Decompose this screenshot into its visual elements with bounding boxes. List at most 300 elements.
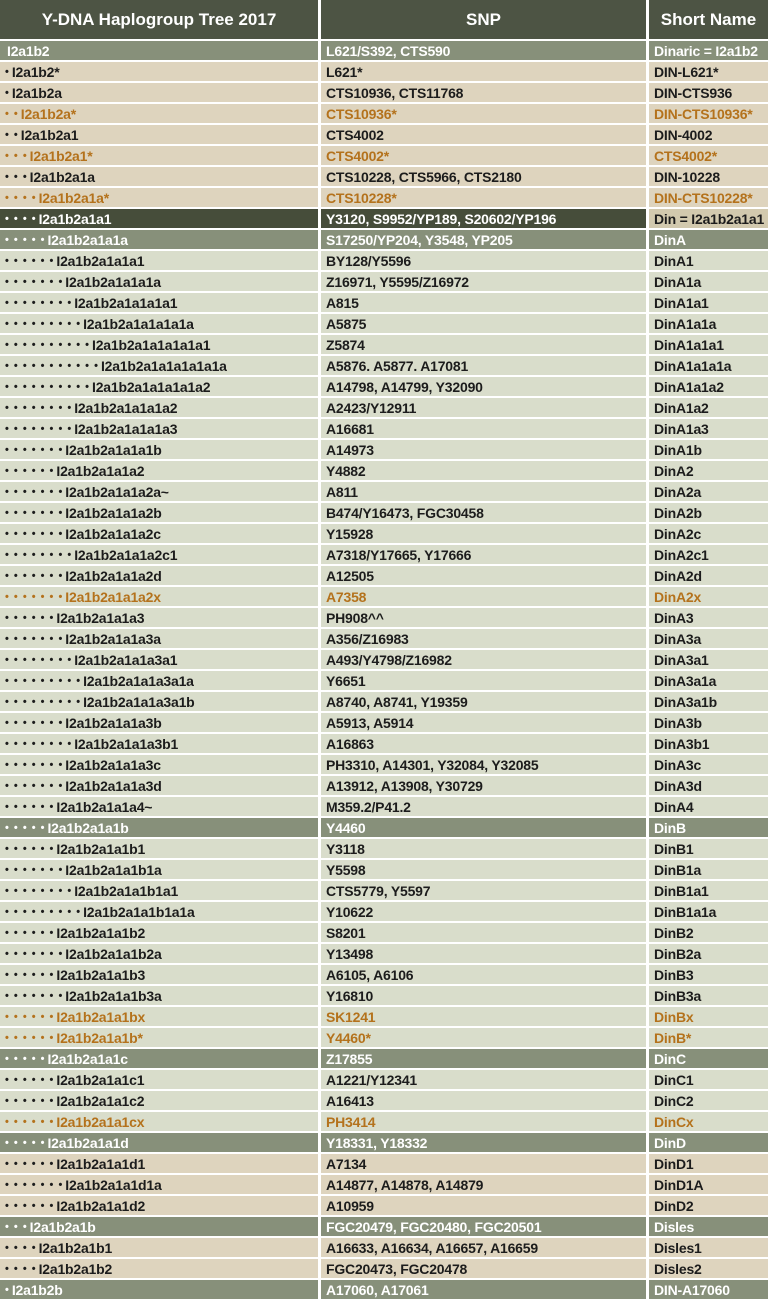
short-name-cell: DinB1 (649, 839, 768, 858)
tree-depth-dots: • • • • • • (5, 611, 55, 624)
tree-depth-dots: • • • (5, 149, 28, 162)
short-name-cell: DinA1a3 (649, 419, 768, 438)
short-name-cell: DinD1 (649, 1154, 768, 1173)
snp-cell: Y18331, Y18332 (321, 1133, 646, 1152)
header-tree-title: Y-DNA Haplogroup Tree 2017 (0, 0, 318, 39)
haplogroup-label: I2a1b2a1a1a2c (65, 525, 161, 542)
tree-depth-dots: • • • • • • • (5, 758, 64, 771)
short-name-cell: DIN-A17060 (649, 1280, 768, 1299)
haplogroup-cell (0, 1133, 318, 1152)
haplogroup-cell (0, 1028, 318, 1047)
snp-cell: CTS4002* (321, 146, 646, 165)
haplogroup-label: I2a1b2a1a1c (47, 1050, 128, 1067)
short-name-cell: DIN-L621* (649, 62, 768, 81)
haplogroup-cell (0, 818, 318, 837)
short-name-cell: DinA2c (649, 524, 768, 543)
snp-cell: B474/Y16473, FGC30458 (321, 503, 646, 522)
haplogroup-cell (0, 1112, 318, 1131)
snp-cell: A16681 (321, 419, 646, 438)
snp-cell: L621* (321, 62, 646, 81)
tree-depth-dots: • • • • • • • (5, 590, 64, 603)
tree-depth-dots: • • • • • • (5, 926, 55, 939)
snp-cell: A5875 (321, 314, 646, 333)
haplogroup-label: I2a1b2a1a1a3b (65, 714, 162, 731)
snp-cell: Y3120, S9952/YP189, S20602/YP196 (321, 209, 646, 228)
haplogroup-label: I2a1b2a1a1a4~ (56, 798, 153, 815)
haplogroup-label: I2a1b2a1a1d1 (56, 1155, 146, 1172)
haplogroup-label: I2a1b2a1 (20, 126, 79, 143)
haplogroup-label: I2a1b2a1a1b (47, 819, 129, 836)
haplogroup-cell (0, 314, 318, 333)
snp-cell: A16633, A16634, A16657, A16659 (321, 1238, 646, 1257)
snp-cell: A2423/Y12911 (321, 398, 646, 417)
short-name-cell: DinB1a1a (649, 902, 768, 921)
snp-cell: PH908^^ (321, 608, 646, 627)
haplogroup-label: I2a1b2a (11, 84, 62, 101)
snp-cell: A5876. A5877. A17081 (321, 356, 646, 375)
short-name-cell: DinA3a1b (649, 692, 768, 711)
haplogroup-cell (0, 377, 318, 396)
snp-cell: CTS5779, Y5597 (321, 881, 646, 900)
short-name-cell: DinA1b (649, 440, 768, 459)
haplogroup-label: I2a1b2a1a1cx (56, 1113, 145, 1130)
snp-cell: FGC20479, FGC20480, FGC20501 (321, 1217, 646, 1236)
short-name-cell: DinB* (649, 1028, 768, 1047)
tree-depth-dots: • • • • • • • (5, 632, 64, 645)
haplogroup-label: I2a1b2a1a (29, 168, 95, 185)
snp-cell: Y16810 (321, 986, 646, 1005)
header-short-name: Short Name (649, 0, 768, 39)
header-snp: SNP (321, 0, 646, 39)
tree-depth-dots: • • • • • • • (5, 485, 64, 498)
haplogroup-cell (0, 1238, 318, 1257)
tree-depth-dots: • • • • (5, 1262, 37, 1275)
snp-cell: PH3414 (321, 1112, 646, 1131)
short-name-cell: DIN-CTS936 (649, 83, 768, 102)
short-name-cell: DinC2 (649, 1091, 768, 1110)
tree-depth-dots: • • • • • • • • (5, 653, 73, 666)
short-name-cell: DinA1a (649, 272, 768, 291)
short-name-cell: DinA3c (649, 755, 768, 774)
snp-cell: A1221/Y12341 (321, 1070, 646, 1089)
haplogroup-cell (0, 419, 318, 438)
haplogroup-label: I2a1b2a1b1 (38, 1239, 113, 1256)
tree-depth-dots: • • • • • • • (5, 947, 64, 960)
short-name-cell: DinA2c1 (649, 545, 768, 564)
short-name-cell: Dinaric = I2a1b2 (649, 41, 768, 60)
haplogroup-cell (0, 650, 318, 669)
tree-depth-dots: • • • • • • • • • • • (5, 359, 99, 372)
snp-cell: A12505 (321, 566, 646, 585)
tree-depth-dots: • • • • • • (5, 1157, 55, 1170)
short-name-cell: DinCx (649, 1112, 768, 1131)
haplogroup-cell (0, 923, 318, 942)
tree-depth-dots: • • • • • • • (5, 506, 64, 519)
haplogroup-label: I2a1b2a1a1b1a1a (83, 903, 195, 920)
short-name-cell: DinA3d (649, 776, 768, 795)
haplogroup-label: I2a1b2a1a1a1a (65, 273, 161, 290)
haplogroup-cell (0, 461, 318, 480)
snp-cell: FGC20473, FGC20478 (321, 1259, 646, 1278)
tree-depth-dots: • (5, 65, 10, 78)
haplogroup-label: I2a1b2a1a1a3a1b (83, 693, 195, 710)
tree-depth-dots: • • • • • • (5, 968, 55, 981)
haplogroup-cell (0, 1007, 318, 1026)
haplogroup-cell (0, 608, 318, 627)
haplogroup-cell (0, 671, 318, 690)
snp-cell: Y4460 (321, 818, 646, 837)
haplogroup-cell (0, 356, 318, 375)
short-name-cell: DinA2d (649, 566, 768, 585)
short-name-cell: DinA4 (649, 797, 768, 816)
snp-cell: M359.2/P41.2 (321, 797, 646, 816)
short-name-cell: DinA3 (649, 608, 768, 627)
snp-cell: A7358 (321, 587, 646, 606)
haplogroup-cell (0, 776, 318, 795)
haplogroup-label: I2a1b2a1a1a2d (65, 567, 162, 584)
haplogroup-label: I2a1b2a1a1a3c (65, 756, 161, 773)
short-name-cell: Disles (649, 1217, 768, 1236)
short-name-cell: DinA3a1a (649, 671, 768, 690)
haplogroup-cell (0, 1175, 318, 1194)
short-name-cell: DinB2a (649, 944, 768, 963)
tree-depth-dots: • • • • (5, 1241, 37, 1254)
haplogroup-cell (0, 860, 318, 879)
haplogroup-label: I2a1b2a1a1a3d (65, 777, 162, 794)
tree-depth-dots: • • • • (5, 212, 37, 225)
haplogroup-cell (0, 125, 318, 144)
short-name-cell: DinB1a1 (649, 881, 768, 900)
haplogroup-cell (0, 986, 318, 1005)
tree-depth-dots: • • • • • • • (5, 779, 64, 792)
snp-cell: S17250/YP204, Y3548, YP205 (321, 230, 646, 249)
short-name-cell: DinA3a (649, 629, 768, 648)
snp-cell: A7318/Y17665, Y17666 (321, 545, 646, 564)
tree-depth-dots: • • • • • • (5, 842, 55, 855)
short-name-cell: DinBx (649, 1007, 768, 1026)
snp-cell: L621/S392, CTS590 (321, 41, 646, 60)
haplogroup-label: I2a1b2a1a1b1a1 (74, 882, 179, 899)
tree-depth-dots: • • • • • • • • (5, 737, 73, 750)
snp-cell: Z17855 (321, 1049, 646, 1068)
snp-cell: A811 (321, 482, 646, 501)
haplogroup-cell (0, 146, 318, 165)
tree-depth-dots: • (5, 86, 10, 99)
haplogroup-cell (0, 566, 318, 585)
tree-depth-dots: • • • • • • • (5, 863, 64, 876)
short-name-cell: DinA1 (649, 251, 768, 270)
snp-cell: Y13498 (321, 944, 646, 963)
snp-cell: CTS10228, CTS5966, CTS2180 (321, 167, 646, 186)
haplogroup-label: I2a1b2 (7, 42, 50, 59)
short-name-cell: Disles1 (649, 1238, 768, 1257)
tree-depth-dots: • • • • • • • (5, 443, 64, 456)
tree-depth-dots: • • • • • • • (5, 527, 64, 540)
haplogroup-cell (0, 1259, 318, 1278)
haplogroup-cell (0, 1091, 318, 1110)
haplogroup-cell (0, 230, 318, 249)
haplogroup-cell (0, 797, 318, 816)
haplogroup-label: I2a1b2a1a1a2b (65, 504, 162, 521)
snp-cell: A13912, A13908, Y30729 (321, 776, 646, 795)
short-name-cell: DinB (649, 818, 768, 837)
tree-depth-dots: • • • • • • (5, 1073, 55, 1086)
tree-depth-dots: • • • • • • (5, 1010, 55, 1023)
tree-depth-dots: • • • • • • • • (5, 296, 73, 309)
haplogroup-label: I2a1b2a1a1c2 (56, 1092, 145, 1109)
haplogroup-label: I2a1b2a1a1a1a1a1a (100, 357, 227, 374)
haplogroup-cell (0, 62, 318, 81)
haplogroup-label: I2a1b2a1a1d (47, 1134, 129, 1151)
snp-cell: S8201 (321, 923, 646, 942)
short-name-cell: DinA1a1 (649, 293, 768, 312)
haplogroup-cell (0, 755, 318, 774)
tree-depth-dots: • • • • • • • (5, 989, 64, 1002)
haplogroup-cell (0, 713, 318, 732)
short-name-cell: DinA3a1 (649, 650, 768, 669)
short-name-cell: DIN-CTS10228* (649, 188, 768, 207)
snp-cell: A6105, A6106 (321, 965, 646, 984)
short-name-cell: DinA1a1a1a (649, 356, 768, 375)
haplogroup-label: I2a1b2a1a1a1b (65, 441, 162, 458)
haplogroup-cell (0, 1070, 318, 1089)
short-name-cell: DinA2a (649, 482, 768, 501)
snp-cell: Z16971, Y5595/Z16972 (321, 272, 646, 291)
haplogroup-label: I2a1b2a1a1a2c1 (74, 546, 178, 563)
haplogroup-cell (0, 188, 318, 207)
short-name-cell: DIN-4002 (649, 125, 768, 144)
snp-cell: CTS10936, CTS11768 (321, 83, 646, 102)
short-name-cell: DinB1a (649, 860, 768, 879)
tree-depth-dots: • • • • • • • • • • (5, 380, 91, 393)
haplogroup-label: I2a1b2a1a1d2 (56, 1197, 146, 1214)
short-name-cell: DinB2 (649, 923, 768, 942)
haplogroup-cell (0, 587, 318, 606)
haplogroup-cell (0, 398, 318, 417)
short-name-cell: DinD1A (649, 1175, 768, 1194)
haplogroup-label: I2a1b2a1a1b3a (65, 987, 162, 1004)
haplogroup-label: I2a1b2a1a1b1 (56, 840, 146, 857)
haplogroup-cell (0, 209, 318, 228)
haplogroup-label: I2a1b2a1a1b2 (56, 924, 146, 941)
snp-cell: CTS4002 (321, 125, 646, 144)
short-name-cell: DinA1a1a1 (649, 335, 768, 354)
haplogroup-cell (0, 1280, 318, 1299)
tree-depth-dots: • • • • • • (5, 1031, 55, 1044)
snp-cell: SK1241 (321, 1007, 646, 1026)
tree-depth-dots: • • • • • • • (5, 569, 64, 582)
haplogroup-label: I2a1b2a1a1a1a1 (74, 294, 178, 311)
haplogroup-cell (0, 1217, 318, 1236)
snp-cell: A5913, A5914 (321, 713, 646, 732)
haplogroup-label: I2a1b2a1a1a1a2 (74, 399, 178, 416)
snp-cell: Y4882 (321, 461, 646, 480)
tree-depth-dots: • • • • • • (5, 1094, 55, 1107)
tree-depth-dots: • • • • • • • • • (5, 317, 82, 330)
short-name-cell: DinA2 (649, 461, 768, 480)
tree-depth-dots: • • • • • • • (5, 716, 64, 729)
snp-cell: A7134 (321, 1154, 646, 1173)
haplogroup-label: I2a1b2a1a1a2x (65, 588, 161, 605)
haplogroup-label: I2a1b2a1a1a3a (65, 630, 161, 647)
short-name-cell: DinA1a2 (649, 398, 768, 417)
haplogroup-label: I2a1b2a1a1a3a1 (74, 651, 178, 668)
short-name-cell: DinC1 (649, 1070, 768, 1089)
snp-cell: Y6651 (321, 671, 646, 690)
haplogroup-label: I2a1b2a1a1b2a (65, 945, 162, 962)
tree-depth-dots: • • • • • • (5, 800, 55, 813)
short-name-cell: DinA (649, 230, 768, 249)
haplogroup-cell (0, 902, 318, 921)
snp-cell: A815 (321, 293, 646, 312)
tree-depth-dots: • • • • • • • • • (5, 674, 82, 687)
short-name-cell: DinA3b (649, 713, 768, 732)
haplogroup-cell (0, 167, 318, 186)
haplogroup-label: I2a1b2a1b2 (38, 1260, 113, 1277)
snp-cell: A16863 (321, 734, 646, 753)
snp-cell: A17060, A17061 (321, 1280, 646, 1299)
snp-cell: A14973 (321, 440, 646, 459)
snp-cell: A16413 (321, 1091, 646, 1110)
snp-cell: Y3118 (321, 839, 646, 858)
tree-depth-dots: • • • • • • (5, 1115, 55, 1128)
tree-depth-dots: • • • • • • (5, 254, 55, 267)
tree-depth-dots: • • • • • • • (5, 1178, 64, 1191)
haplogroup-cell (0, 1049, 318, 1068)
short-name-cell: DinA3b1 (649, 734, 768, 753)
haplogroup-cell (0, 839, 318, 858)
haplogroup-label: I2a1b2a1a1 (38, 210, 112, 227)
haplogroup-cell (0, 965, 318, 984)
snp-cell: A356/Z16983 (321, 629, 646, 648)
haplogroup-label: I2a1b2a1a1a3a1a (83, 672, 194, 689)
tree-depth-dots: • • • • (5, 191, 37, 204)
tree-depth-dots: • • • (5, 1220, 28, 1233)
haplogroup-label: I2a1b2a* (20, 105, 76, 122)
haplogroup-cell (0, 1196, 318, 1215)
short-name-cell: DinA2x (649, 587, 768, 606)
tree-depth-dots: • • • • • • • • (5, 401, 73, 414)
haplogroup-label: I2a1b2a1a1a1a1a2 (92, 378, 211, 395)
short-name-cell: DinB3a (649, 986, 768, 1005)
haplogroup-label: I2a1b2a1* (29, 147, 93, 164)
short-name-cell: DIN-10228 (649, 167, 768, 186)
haplogroup-label: I2a1b2* (11, 63, 60, 80)
snp-cell: PH3310, A14301, Y32084, Y32085 (321, 755, 646, 774)
snp-cell: Y10622 (321, 902, 646, 921)
snp-cell: A10959 (321, 1196, 646, 1215)
short-name-cell: DinA1a1a2 (649, 377, 768, 396)
haplogroup-cell (0, 251, 318, 270)
short-name-cell: DIN-CTS10936* (649, 104, 768, 123)
haplogroup-label: I2a1b2a1a1d1a (65, 1176, 162, 1193)
short-name-cell: Din = I2a1b2a1a1 (649, 209, 768, 228)
haplogroup-cell (0, 692, 318, 711)
snp-cell: Y5598 (321, 860, 646, 879)
tree-depth-dots: • (5, 1283, 10, 1296)
snp-cell: Y15928 (321, 524, 646, 543)
short-name-cell: Disles2 (649, 1259, 768, 1278)
tree-depth-dots: • • • • • • • • (5, 548, 73, 561)
haplogroup-label: I2a1b2a1a* (38, 189, 109, 206)
tree-depth-dots: • • (5, 128, 19, 141)
haplogroup-cell (0, 440, 318, 459)
snp-cell: Z5874 (321, 335, 646, 354)
tree-depth-dots: • • • • • • • • (5, 422, 73, 435)
haplogroup-label: I2a1b2a1b (29, 1218, 96, 1235)
haplogroup-label: I2a1b2a1a1a (47, 231, 128, 248)
haplogroup-cell (0, 629, 318, 648)
short-name-cell: DinD (649, 1133, 768, 1152)
snp-cell: A493/Y4798/Z16982 (321, 650, 646, 669)
haplogroup-cell (0, 41, 318, 60)
haplogroup-cell (0, 524, 318, 543)
haplogroup-label: I2a1b2a1a1a3b1 (74, 735, 179, 752)
haplogroup-cell (0, 293, 318, 312)
snp-cell: A14877, A14878, A14879 (321, 1175, 646, 1194)
tree-depth-dots: • • • • • • (5, 1199, 55, 1212)
tree-depth-dots: • • • • • • • • • (5, 695, 82, 708)
short-name-cell: DinA1a1a (649, 314, 768, 333)
haplogroup-label: I2a1b2b (11, 1281, 63, 1298)
haplogroup-label: I2a1b2a1a1b* (56, 1029, 143, 1046)
tree-depth-dots: • • • • • (5, 1052, 46, 1065)
haplogroup-label: I2a1b2a1a1c1 (56, 1071, 145, 1088)
haplogroup-label: I2a1b2a1a1a2 (56, 462, 145, 479)
tree-depth-dots: • • • • • (5, 1136, 46, 1149)
short-name-cell: DinA2b (649, 503, 768, 522)
haplogroup-cell (0, 1154, 318, 1173)
tree-depth-dots: • • • • • (5, 821, 46, 834)
tree-depth-dots: • • • • • • • (5, 275, 64, 288)
haplogroup-cell (0, 503, 318, 522)
snp-cell: CTS10936* (321, 104, 646, 123)
haplogroup-label: I2a1b2a1a1a2a~ (65, 483, 169, 500)
haplogroup-cell (0, 482, 318, 501)
snp-cell: A8740, A8741, Y19359 (321, 692, 646, 711)
snp-cell: BY128/Y5596 (321, 251, 646, 270)
haplogroup-label: I2a1b2a1a1b3 (56, 966, 146, 983)
tree-depth-dots: • • • • • (5, 233, 46, 246)
haplogroup-cell (0, 83, 318, 102)
snp-cell: Y4460* (321, 1028, 646, 1047)
haplogroup-cell (0, 335, 318, 354)
snp-cell: CTS10228* (321, 188, 646, 207)
short-name-cell: CTS4002* (649, 146, 768, 165)
haplogroup-cell (0, 104, 318, 123)
tree-depth-dots: • • • • • • • • • • (5, 338, 91, 351)
haplogroup-label: I2a1b2a1a1b1a (65, 861, 162, 878)
tree-depth-dots: • • • (5, 170, 28, 183)
short-name-cell: DinB3 (649, 965, 768, 984)
tree-depth-dots: • • • • • • • • (5, 884, 73, 897)
haplogroup-cell (0, 734, 318, 753)
tree-depth-dots: • • (5, 107, 19, 120)
tree-depth-dots: • • • • • • • • • (5, 905, 82, 918)
haplogroup-label: I2a1b2a1a1bx (56, 1008, 146, 1025)
tree-depth-dots: • • • • • • (5, 464, 55, 477)
haplogroup-label: I2a1b2a1a1a3 (56, 609, 145, 626)
haplogroup-cell (0, 545, 318, 564)
haplogroup-cell (0, 272, 318, 291)
short-name-cell: DinC (649, 1049, 768, 1068)
short-name-cell: DinD2 (649, 1196, 768, 1215)
haplogroup-cell (0, 881, 318, 900)
haplogroup-cell (0, 944, 318, 963)
haplogroup-label: I2a1b2a1a1a1a1a (83, 315, 194, 332)
haplogroup-label: I2a1b2a1a1a1a3 (74, 420, 178, 437)
haplogroup-label: I2a1b2a1a1a1a1a1 (92, 336, 211, 353)
